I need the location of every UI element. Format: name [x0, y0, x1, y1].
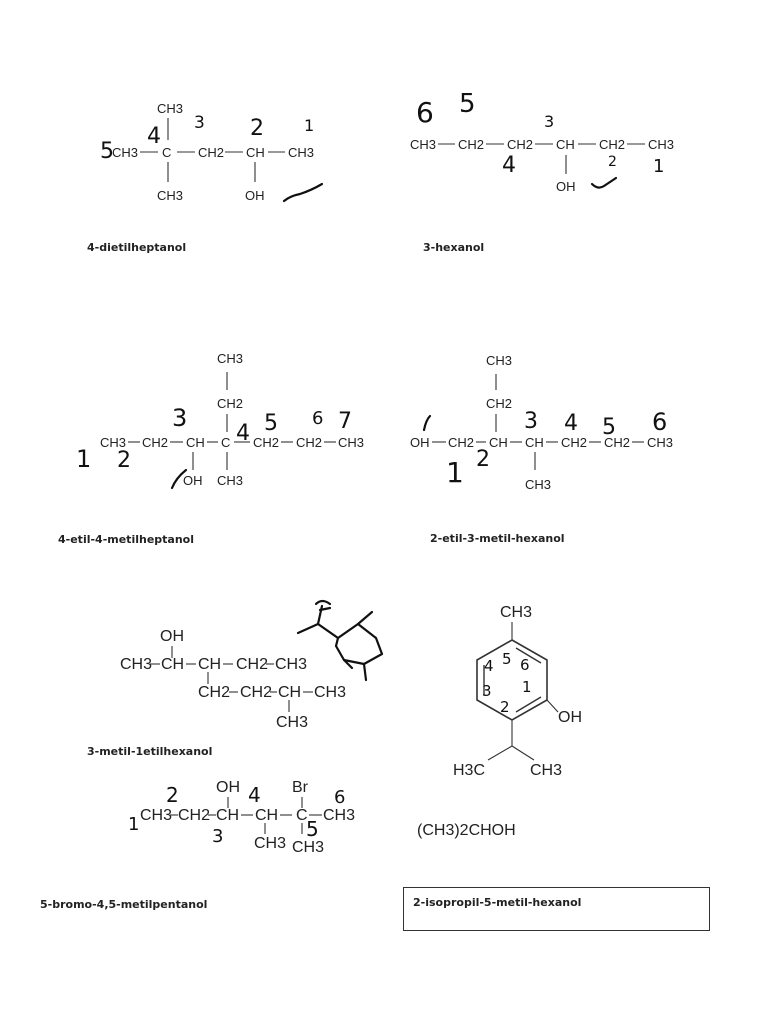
atom-ch3: CH3 — [292, 839, 325, 856]
atom-ch: CH — [489, 435, 508, 450]
atom-ch: CH — [255, 807, 279, 824]
ink-number: 1 — [76, 445, 92, 473]
ink-number: 3 — [524, 409, 538, 434]
ink-number: 2 — [476, 447, 490, 472]
atom-ch3: CH3 — [410, 137, 437, 152]
atom-ch2: CH2 — [561, 435, 588, 450]
atom-oh: OH — [160, 628, 184, 645]
atom-ch: CH — [246, 145, 265, 160]
atom-ch2: CH2 — [236, 656, 269, 673]
atom-ch3: CH3 — [112, 145, 139, 160]
molecule-6 — [453, 604, 582, 779]
molecule-4 — [410, 353, 673, 492]
atom-ch2: CH2 — [217, 396, 244, 411]
atom-ch3: CH3 — [648, 137, 675, 152]
ink-number: 4 — [564, 411, 578, 436]
ink-number: 6 — [312, 408, 324, 429]
atom-ch: CH — [278, 684, 302, 701]
ink-number: 6 — [520, 656, 530, 674]
atom-ch: CH — [198, 656, 222, 673]
atom-ch: CH — [186, 435, 205, 450]
atom-oh: OH — [216, 779, 240, 796]
atom-oh: OH — [183, 473, 203, 488]
atom-ch2: CH2 — [296, 435, 323, 450]
atom-ch2: CH2 — [240, 684, 273, 701]
ink-number: 4 — [147, 124, 161, 149]
ink-number: 6 — [334, 787, 346, 808]
atom-ch3: CH3 — [500, 604, 533, 621]
atom-ch3: CH3 — [530, 762, 563, 779]
ink-number: 4 — [236, 421, 250, 446]
ink-number: 5 — [306, 817, 319, 841]
molecule-1 — [100, 101, 322, 203]
molecule-7 — [128, 779, 355, 856]
atom-c: C — [162, 145, 172, 160]
atom-ch2: CH2 — [507, 137, 534, 152]
atom-ch2: CH2 — [604, 435, 631, 450]
atom-ch3: CH3 — [314, 684, 347, 701]
atom-ch2: CH2 — [458, 137, 485, 152]
atom-ch3: CH3 — [288, 145, 315, 160]
ink-number: 3 — [482, 682, 492, 700]
molecule-3 — [76, 351, 364, 488]
checkmark-mark — [284, 184, 322, 201]
atom-ch: CH — [216, 807, 240, 824]
atom-ch3: CH3 — [525, 477, 552, 492]
ink-number: 5 — [502, 650, 512, 668]
ink-number: 1 — [304, 116, 315, 135]
atom-oh: OH — [245, 188, 265, 203]
answer-box[interactable] — [403, 887, 710, 931]
ink-number: 2 — [500, 698, 510, 716]
ink-number: 5 — [459, 89, 476, 119]
caption-3: 4-etil-4-metilheptanol — [58, 533, 194, 546]
atom-br: Br — [292, 779, 308, 796]
atom-ch2: CH2 — [178, 807, 211, 824]
atom-h3c: H3C — [453, 762, 486, 779]
ink-number: 2 — [608, 154, 617, 170]
atom-ch3: CH3 — [323, 807, 356, 824]
ink-number: 2 — [250, 116, 264, 141]
caption-4: 2-etil-3-metil-hexanol — [430, 532, 565, 545]
atom-ch3: CH3 — [100, 435, 127, 450]
atom-ch3: CH3 — [120, 656, 153, 673]
atom-ch: CH — [161, 656, 185, 673]
atom-ch: CH — [556, 137, 575, 152]
ink-number: 2 — [117, 448, 131, 473]
atom-oh: OH — [556, 179, 576, 194]
atom-oh: OH — [558, 709, 582, 726]
atom-oh: OH — [410, 435, 430, 450]
answer-text: 2-isopropil-5-metil-hexanol — [413, 896, 582, 909]
ink-number: 4 — [502, 153, 516, 178]
atom-ch3: CH3 — [217, 351, 244, 366]
atom-ch3: CH3 — [276, 714, 309, 731]
handwritten-skeletal-sketch — [298, 601, 382, 680]
atom-ch2: CH2 — [448, 435, 475, 450]
ink-number: 2 — [166, 783, 179, 807]
atom-ch3: CH3 — [275, 656, 308, 673]
condensed-formula: (CH3)2CHOH — [417, 822, 516, 839]
atom-c: C — [221, 435, 231, 450]
atom-c: C — [296, 807, 308, 824]
atom-ch2: CH2 — [486, 396, 513, 411]
atom-ch2: CH2 — [198, 145, 225, 160]
molecule-2 — [410, 89, 674, 194]
atom-ch3: CH3 — [140, 807, 173, 824]
atom-ch2: CH2 — [253, 435, 280, 450]
caption-2: 3-hexanol — [423, 241, 485, 254]
caption-1: 4-dietilheptanol — [87, 241, 187, 254]
atom-ch3: CH3 — [217, 473, 244, 488]
ink-number: 1 — [653, 156, 665, 177]
atom-ch2: CH2 — [142, 435, 169, 450]
atom-ch3: CH3 — [157, 188, 184, 203]
caption-6: 5-bromo-4,5-metilpentanol — [40, 898, 208, 911]
ink-number: 6 — [416, 96, 434, 129]
atom-ch2: CH2 — [198, 684, 231, 701]
ink-number: 6 — [652, 408, 668, 436]
ink-number: 5 — [602, 415, 616, 440]
ink-number: 4 — [484, 657, 494, 675]
ink-number: 5 — [264, 411, 278, 436]
ink-number: 3 — [212, 826, 224, 847]
atom-ch3: CH3 — [157, 101, 184, 116]
ink-number: 3 — [172, 404, 188, 432]
checkmark-mark — [592, 178, 616, 188]
ink-number: 1 — [446, 456, 464, 489]
molecule-5 — [120, 601, 382, 731]
atom-ch3: CH3 — [338, 435, 365, 450]
atom-ch3: CH3 — [254, 835, 287, 852]
ink-number: 3 — [194, 113, 205, 133]
ink-number: 5 — [100, 139, 114, 164]
ink-number: 3 — [544, 112, 555, 131]
atom-ch3: CH3 — [486, 353, 513, 368]
atom-ch: CH — [525, 435, 544, 450]
atom-ch2: CH2 — [599, 137, 626, 152]
ink-number: 1 — [128, 814, 140, 835]
checkmark-mark — [424, 416, 430, 430]
ink-number: 4 — [248, 783, 261, 807]
ink-number: 1 — [522, 678, 532, 696]
atom-ch3: CH3 — [647, 435, 674, 450]
caption-5: 3-metil-1etilhexanol — [87, 745, 213, 758]
ink-number: 7 — [338, 409, 352, 434]
